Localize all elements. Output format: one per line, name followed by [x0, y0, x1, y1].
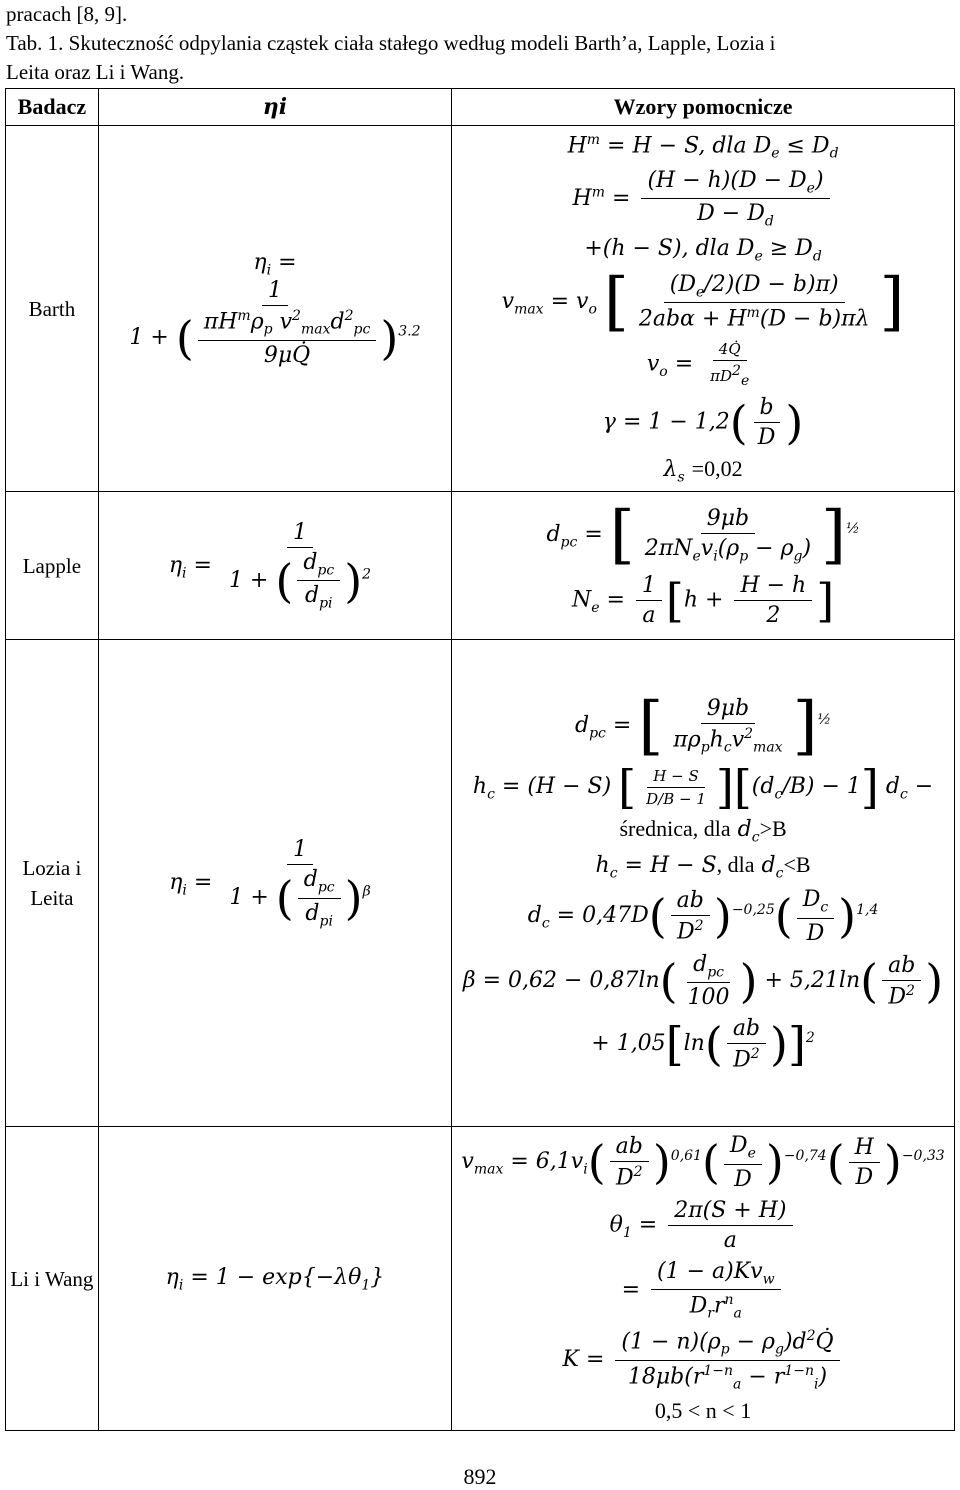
researcher-lapple: Lapple	[6, 492, 99, 640]
page-number: 892	[463, 1464, 497, 1489]
ltB-label: <B	[783, 851, 811, 877]
eta-formula-barth: $\eta_i$ = 1 1 + ( $\frac{\pi H^m\rho_p v^2_{max}d^2_{pc}}{9\mu Q̇}$ )$^{3.2}$	[98, 126, 451, 492]
n-range: 0,5 < n < 1	[654, 1398, 752, 1424]
table-caption: Tab. 1. Skuteczność odpylania cząstek ciała stałego według modeli Barth’a, Lapple, Lozia i	[6, 31, 776, 55]
aux-formulas-barth: $H^m = H - S$, dla $D_e \le D_d$ $H^m$ = $\frac{(H - h)(D - D_e)}{D - D_d}$ +(h − S), dla $D_e \ge D_d$ $v_{max} = v_o$ [ $\frac{(D_e/2)(D - b)\pi)}{2ab\alpha + H^m(D - b)\pi\lambda}$ ] $v_o$ = $\frac{4Q̇}{\pi D^2_e}$ γ = 1 − 1,2( $\frac{b}{D}$ ) $\lambda_s =0,02$	[452, 126, 955, 492]
intro-line-1: pracach [8, 9].	[6, 2, 128, 26]
gtB-label: >B	[759, 816, 787, 842]
table-row-lozia-leita	[6, 640, 955, 1127]
header-researcher: Badacz	[6, 89, 99, 126]
eta-formula-li-wang: $\eta_i = 1 - \exp\{-\lambda\theta_1\}$	[98, 1127, 451, 1431]
table-row-li-wang	[6, 1127, 955, 1431]
aux-formulas-lozia-leita: $d_{pc}$ = [ $\frac{9\mu b}{\pi\rho_ph_cv^2_{max}}$ ]$^{\frac{1}{2}}$ $h_c = (H - S)$ [ $\frac{H - S}{D/B - 1}$ ]$[(d_c/B) - 1]$ $d_c$ − średnica, dla $d_c>B$ $h_c = H - S$, dla $d_c<B$ $d_c = 0,47D$( $\frac{ab}{D^2}$ )$^{-0,25}$( $\frac{D_c}{D}$ )$^{1,4}$ β = 0,62 − 0,87ln( $\frac{d_{pc}}{100}$ ) + 5,21ln( $\frac{ab}{D^2}$ ) + 1,05[ln( $\frac{ab}{D^2}$ )]$^2$	[452, 640, 955, 1127]
barth-exponent: 3.2	[398, 323, 421, 340]
researcher-barth: Barth	[6, 126, 99, 492]
intro-text	[6, 0, 954, 87]
eta-formula-lapple: $\eta_i$ = 1 1 + ( $\frac{d_{pc}}{d_{pi}}$ )$^2$	[98, 492, 451, 640]
aux-formulas-li-wang: $v_{max} = 6,1v_i$( $\frac{ab}{D^2}$ )$^{0,61}$( $\frac{D_e}{D}$ )$^{-0,74}$( $\frac{H}{D}$ )$^{-0,33}$ $\theta_1$ = $\frac{2\pi(S + H)}{a}$ = $\frac{(1 - a)Kv_w}{D_rr^n_a}$ K = $\frac{(1 - n)(\rho_p - \rho_g)d^2Q̇}{18\mu b(r^{1-n}_a - r^{1-n}_i)}$ 0,5 < n < 1	[452, 1127, 955, 1431]
eta-formula-lozia-leita: $\eta_i$ = 1 1 + ( $\frac{d_{pc}}{d_{pi}}$ )$^\beta$	[98, 640, 451, 1127]
table-row-lapple	[6, 492, 955, 640]
table-header-row	[6, 89, 955, 126]
aux-formulas-lapple: $d_{pc}$ = [ $\frac{9\mu b}{2\pi N_ev_i(\rho_p - \rho_g)}$ ]$^{\frac{1}{2}}$ $N_e$ = $\frac{1}{a}$ [h + $\frac{H - h}{2}$ ]	[452, 492, 955, 640]
header-eta: ηi	[98, 89, 451, 126]
table-caption-cont: Leita oraz Li i Wang.	[6, 60, 185, 84]
srednica-label: średnica, dla	[619, 816, 731, 842]
lambda-value: =0,02	[691, 455, 743, 481]
researcher-lozia-leita: Lozia i Leita	[6, 640, 99, 1127]
efficiency-table	[5, 88, 955, 1431]
researcher-li-wang: Li i Wang	[6, 1127, 99, 1431]
header-formulas: Wzory pomocnicze	[452, 89, 955, 126]
dla-label: , dla	[716, 851, 755, 877]
table-row-barth	[6, 126, 955, 492]
